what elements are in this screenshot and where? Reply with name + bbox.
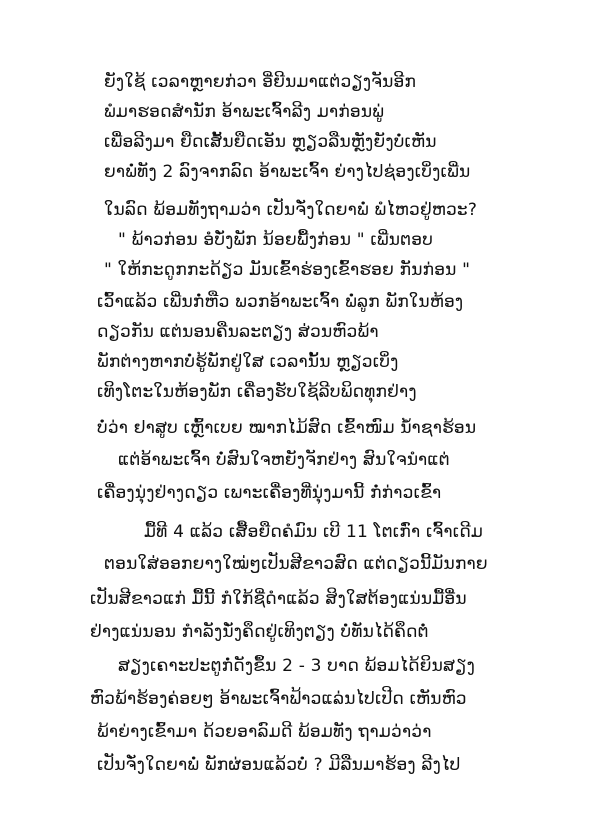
text-line: ໃນລົດ ພ້ອມທັງຖາມວ່າ ເປັນຈັ່ງໃດຍາພໍ່ ພໍໄຫວຢູ່ຫວະ? (104, 200, 478, 220)
text-line: ມື້ທີ 4 ແລ້ວ ເສື້ອຍືດຄໍມົນ ເບີ 11 ໂຕເກົ່າ ເຈົ້າເດີມ (144, 522, 484, 542)
text-line: ບໍ່ວ່າ ຢາສູບ ເຫຼົ້າເບຍ ໝາກໄມ້ສົດ ເຂົ້າໜົມ ນ້ຳຊາຮ້ອນ (97, 418, 477, 438)
text-line: ຫົວພ້າຮ້ອງຄ່ອຍໆ ອ້າພະເຈົ້າຟ້າວແລ່ນໄປເປີດ ເຫັນຫົວ (90, 689, 467, 709)
text-line: ເປັນສີຂາວແກ່ ມື້ນີ້ ກໍໃກ້ຊີ່ດໍາແລ້ວ ສິງໃສຕ້ອງແນ່ນມື້ອື່ນ (90, 589, 467, 609)
text-line: ແຕ່ອ້າພະເຈົ້າ ບໍ່ສົນໃຈຫຍັງຈັກຢ່າງ ສົນໃຈນຳແຕ່ (118, 450, 450, 470)
text-line: ເຄື່ອງນຸ່ງຢ່າງດຽວ ເພາະເຄື່ອງທີ່ນຸ່ງມານີ້ ກໍ່ກ່າວເຂົ້າ (97, 483, 442, 503)
text-line: ເປັນຈັ່ງໃດຍາພໍ່ ພັກຜ່ອນແລ້ວບໍ່ ? ມີລືນມາຮ້ອງ ລີງໄປ (97, 755, 461, 775)
text-line: ເທິງໂຕະໃນຫ້ອງພັກ ເຄື່ອງຮັບໃຊ້ລີບພິດທຸກຢ່າງ (97, 382, 417, 402)
text-line: ຍາພໍ່ທັງ 2 ລົງຈາກລົດ ອ້າພະເຈົ້າ ຍ່າງໄປຊ່ອງເບິ່ງເພີ່ນ (104, 162, 471, 182)
text-line: ເວົ້າແລ້ວ ເພີ່ນກໍ່ຫືວ ພວກອ້າພະເຈົ້າ ພໍ່ລູກ ພັກໃນຫ້ອງ (97, 292, 464, 312)
text-line: ພັກຕ່າງຫາກບໍ່ຮູ້ພັກຢູ່ໃສ ເວລານັ້ນ ຫຼຽວເບິ່ງ (97, 352, 399, 372)
text-line: ເພື່ອລີງມາ ຍືດເສັ້ນຍືດເອັນ ຫຼຽວລືນຫຼັງຍັງບໍ່ເຫັນ (104, 132, 437, 152)
text-line: ຢ່າງແນ່ນອນ ກໍາລັງນັ່ງຄຶດຢູ່ເທິງຕຽງ ບໍ່ທັນໄດ້ຄຶດຕໍ່ (90, 622, 429, 642)
text-line: " ພ້າວກ່ອນ ອໍບັ່ງພັກ ນ້ອຍພື້ງກ່ອນ " ເພີ່ນຕອບ (118, 230, 434, 250)
text-line: ສຽງເຄາະປະຕູກໍ່ດັງຂຶ້ນ 2 - 3 ບາດ ພ້ອມໄດ້ຍິນສຽງ (118, 656, 476, 676)
text-line: ພ້າຍ່າງເຂົ້າມາ ດ້ວຍອາລົມດີ ພ້ອມທັງ ຖາມວ່າວ່າ (97, 722, 432, 742)
text-line: ດຽວກັນ ແຕ່ນອນຄືນລະຕຽງ ສ່ວນຫົວພ້າ (97, 322, 379, 342)
text-line: ຕອນໃສ່ອອກຍາງໃໝ່ໆເປັນສີຂາວສົດ ແຕ່ດຽວນີ້ມັນກາຍ (104, 554, 488, 574)
text-line: ພໍມາຮອດສຳນັກ ອ້າພະເຈົ້າລີງ ມາກ່ອນພູ່ (104, 102, 385, 122)
text-line: ຍັງໃຊ້ ເວລາຫຼາຍກ່ວາ ອີ່ຍີນມາແຕ່ວຽງຈັນອີກ (104, 72, 417, 92)
text-line: " ໃຫ້ກະດູກກະດ້ຽວ ມັນເຂົ້າຮ່ອງເຂົ້າຮອຍ ກັນກ່ອນ " (104, 260, 471, 280)
